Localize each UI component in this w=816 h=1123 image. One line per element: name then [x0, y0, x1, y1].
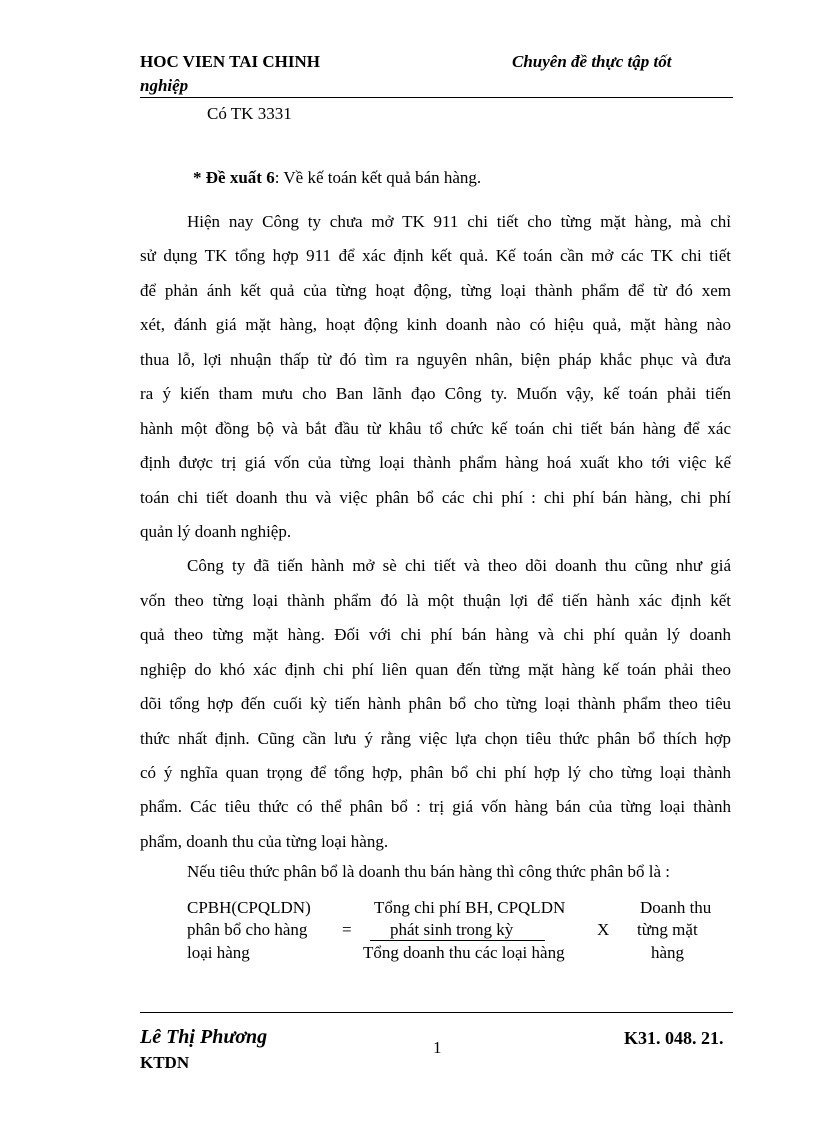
paragraph-2-line: dõi tổng hợp đến cuối kỳ tiến hành phân bổ cho từng loại thành phẩm theo tiêu — [140, 694, 731, 713]
paragraph-1-line: để phản ánh kết quả của từng hoạt động, từng loại thành phẩm để từ đó xem — [140, 281, 731, 300]
formula-multiply: X — [597, 920, 610, 939]
proposal-heading — [193, 168, 481, 188]
formula-fraction-bar — [370, 940, 545, 941]
formula-lhs-line: CPBH(CPQLDN) — [187, 898, 311, 917]
paragraph-2-line: nghiệp do khó xác định chi phí liên quan đến từng mặt hàng kế toán phải theo — [140, 660, 731, 679]
paragraph-2-line: quả theo từng mặt hàng. Đối với chi phí bán hàng và chi phí quản lý doanh — [140, 625, 731, 644]
header-institution: HOC VIEN TAI CHINH — [140, 52, 320, 71]
header-divider — [140, 97, 733, 98]
paragraph-2-line: phẩm, doanh thu của từng loại hàng. — [140, 832, 389, 851]
proposal-title: : Về kế toán kết quả bán hàng. — [274, 168, 482, 187]
formula-numerator-line: phát sinh trong kỳ — [390, 920, 514, 939]
paragraph-1-line: quản lý doanh nghiệp. — [140, 522, 292, 541]
paragraph-2-line: Công ty đã tiến hành mở sè chi tiết và theo dõi doanh thu cũng như giá — [187, 556, 731, 575]
formula-rhs-line: Doanh thu — [640, 898, 712, 917]
footer-page-number: 1 — [433, 1038, 442, 1057]
paragraph-1-line: Hiện nay Công ty chưa mở TK 911 chi tiết cho từng mặt hàng, mà chỉ — [187, 212, 731, 231]
footer-author-name: Lê Thị Phương — [140, 1026, 268, 1048]
footer-student-code: K31. 048. 21. — [624, 1028, 724, 1048]
header-document-title: Chuyên đề thực tập tốt — [512, 52, 672, 71]
formula-denominator: Tổng doanh thu các loại hàng — [363, 943, 565, 962]
paragraph-1-line: hành một đồng bộ và bắt đầu từ khâu tổ chức kế toán chi tiết bán hàng để xác — [140, 419, 731, 438]
paragraph-1-line: thua lỗ, lợi nhuận thấp từ đó tìm ra nguyên nhân, biện pháp khắc phục và đưa — [140, 350, 731, 369]
paragraph-2-line: thức nhất định. Cũng cần lưu ý rằng việc lựa chọn tiêu thức phân bổ thích hợp — [140, 729, 731, 748]
paragraph-1-line: sử dụng TK tổng hợp 911 để xác định kết quả. Kế toán cần mở các TK chi tiết — [140, 246, 731, 265]
formula-lhs-line: phân bổ cho hàng — [187, 920, 308, 939]
paragraph-3: Nếu tiêu thức phân bổ là doanh thu bán hàng thì công thức phân bổ là : — [187, 862, 670, 881]
formula-numerator-line: Tổng chi phí BH, CPQLDN — [374, 898, 566, 917]
paragraph-1-line: định được trị giá vốn của từng loại thành phẩm hàng hoá xuất kho tới việc kế — [140, 453, 731, 472]
formula-rhs-line: hàng — [651, 943, 685, 962]
formula-lhs-line: loại hàng — [187, 943, 250, 962]
footer-department: KTDN — [140, 1053, 190, 1072]
header-subtitle-continuation: nghiệp — [140, 76, 189, 95]
proposal-label: * Đề xuất 6 — [193, 168, 275, 187]
paragraph-1-line: toán chi tiết doanh thu và việc phân bổ các chi phí : chi phí bán hàng, chi phí — [140, 488, 731, 507]
paragraph-1-line: xét, đánh giá mặt hàng, hoạt động kinh doanh nào có hiệu quả, mặt hàng nào — [140, 315, 731, 334]
footer-divider — [140, 1012, 733, 1013]
paragraph-1-line: ra ý kiến tham mưu cho Ban lãnh đạo Công ty. Muốn vậy, kế toán phải tiến — [140, 384, 731, 403]
paragraph-2-line: có ý nghĩa quan trọng để tổng hợp, phân bổ chi phí hợp lý cho từng loại thành — [140, 763, 731, 782]
paragraph-2-line: vốn theo từng loại thành phẩm đó là một thuận lợi để tiến hành xác định kết — [140, 591, 731, 610]
accounting-entry: Có TK 3331 — [207, 104, 292, 123]
formula-equals: = — [342, 920, 352, 939]
formula-rhs-line: từng mặt — [637, 920, 698, 939]
paragraph-2-line: phẩm. Các tiêu thức có thể phân bổ : trị giá vốn hàng bán của từng loại thành — [140, 797, 731, 816]
